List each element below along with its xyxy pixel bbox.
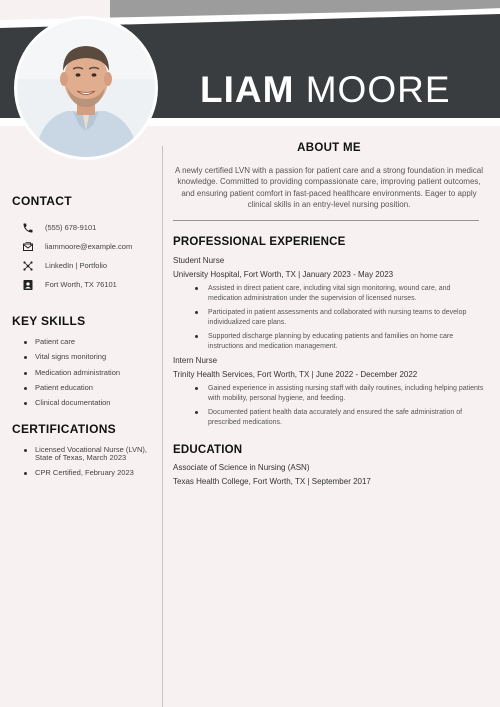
job-duties [195,284,485,352]
list-item: Assisted in direct patient care, including vital sign monitoring, wound care, and medication administration under the supervision of licensed nurses. [195,284,485,304]
job-org: University Hospital, Fort Worth, TX | January 2023 - May 2023 [173,269,394,279]
list-item: Vital signs monitoring [24,353,152,362]
certifications-title: CERTIFICATIONS [12,421,116,436]
about-title: ABOUT ME [297,142,361,154]
contact-title: CONTACT [12,194,72,208]
network-icon [21,259,35,273]
list-item: Clinical documentation [24,399,152,408]
contact-phone-text: (555) 678-9101 [45,223,97,232]
contact-location [21,275,152,294]
profile-photo [17,19,155,157]
certifications-list [24,446,152,478]
contact-email-text: liammoore@example.com [45,242,133,251]
contact-links[interactable] [21,256,152,275]
skills-title: KEY SKILLS [12,314,86,328]
email-icon [21,240,35,254]
skills-list [24,338,152,408]
contact-phone[interactable] [21,218,152,237]
candidate-name [200,70,451,110]
contact-email[interactable] [21,237,152,256]
education-school: Texas Health College, Fort Worth, TX | September 2017 [173,476,371,486]
list-item: Medication administration [24,369,152,378]
list-item: Patient care [24,338,152,347]
list-item: CPR Certified, February 2023 [24,469,152,478]
list-item: Documented patient health data accurately and ensured the safe administration of prescribed medications. [195,408,485,428]
list-item: Gained experience in assisting nursing staff with daily routines, including helping patients with mobility, personal hygiene, and feeding. [195,384,485,404]
list-item: Supported discharge planning by educating patients and families on home care instructions and medication management. [195,332,485,352]
contact-links-text: LinkedIn | Portfolio [45,261,107,270]
list-item: Patient education [24,384,152,393]
education-title: EDUCATION [173,443,243,456]
phone-icon [21,221,35,235]
education-degree: Associate of Science in Nursing (ASN) [173,462,310,472]
contact-location-text: Fort Worth, TX 76101 [45,280,117,289]
list-item: Licensed Vocational Nurse (LVN), State of Texas, March 2023 [24,446,152,463]
job-title: Intern Nurse [173,355,218,365]
column-divider [162,146,163,707]
job-duties [195,384,485,428]
contact-card-icon [21,278,35,292]
main-column [173,140,485,486]
sidebar [12,194,152,485]
job-title: Student Nurse [173,255,225,265]
about-text: A newly certified LVN with a passion for patient care and a strong foundation in medical knowledge. Committed to providing compassionate care, improving patient outcomes, and ensuring patient comfort in fast-paced healthcare environments. Eager to apply clinical skills in an entry-level nursing position. [174,166,484,210]
list-item: Participated in patient assessments and collaborated with nursing teams to develop individualized care plans. [195,308,485,328]
section-divider [173,220,479,221]
last-name: MOORE [305,69,451,110]
job-org: Trinity Health Services, Fort Worth, TX | June 2022 - December 2022 [173,369,418,379]
first-name: LIAM [200,69,295,110]
experience-title: PROFESSIONAL EXPERIENCE [173,235,346,248]
